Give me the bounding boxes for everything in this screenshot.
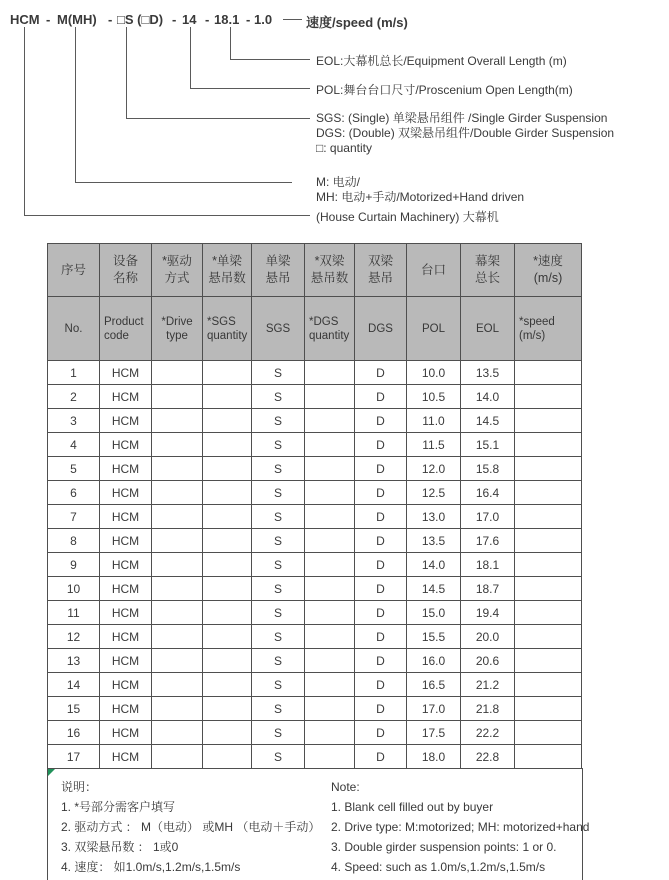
table-cell: HCM: [100, 409, 152, 433]
table-cell: 19.4: [461, 601, 515, 625]
table-cell: [203, 385, 252, 409]
table-cell: [305, 433, 355, 457]
table-header-en-row: [48, 297, 582, 361]
code-segment-hcm: HCM: [10, 12, 40, 27]
table-row: [48, 409, 582, 433]
table-cell: D: [355, 553, 407, 577]
table-cell: [152, 433, 203, 457]
connector-line: [75, 27, 76, 182]
notes-box: [47, 768, 590, 880]
table-cell: [515, 481, 582, 505]
table-cell: 17: [48, 745, 100, 769]
header-cell: Product code: [100, 297, 152, 361]
table-cell: [203, 673, 252, 697]
table-cell: [152, 697, 203, 721]
table-cell: D: [355, 385, 407, 409]
table-cell: S: [252, 553, 305, 577]
table-row: [48, 505, 582, 529]
table-cell: 18.1: [461, 553, 515, 577]
table-cell: D: [355, 409, 407, 433]
table-cell: HCM: [100, 361, 152, 385]
connector-line: [126, 27, 127, 118]
table-cell: [515, 457, 582, 481]
table-cell: [152, 409, 203, 433]
table-cell: D: [355, 505, 407, 529]
table-row: [48, 529, 582, 553]
table-row: [48, 577, 582, 601]
table-cell: [152, 601, 203, 625]
header-cell: 双梁 悬吊: [355, 244, 407, 297]
table-cell: HCM: [100, 721, 152, 745]
table-cell: [305, 673, 355, 697]
table-cell: S: [252, 625, 305, 649]
table-cell: [152, 577, 203, 601]
note-line: 说明：: [61, 780, 98, 794]
table-cell: [515, 649, 582, 673]
table-cell: [203, 721, 252, 745]
header-cell: EOL: [461, 297, 515, 361]
header-cell: *Drive type: [152, 297, 203, 361]
header-cell: 序号: [48, 244, 100, 297]
callout-eol: EOL:大幕机总长/Equipment Overall Length (m): [316, 54, 567, 68]
table-cell: [305, 649, 355, 673]
table-cell: [515, 745, 582, 769]
callout-drive-type: [316, 175, 524, 205]
table-cell: 15: [48, 697, 100, 721]
header-cell: *双梁 悬吊数: [305, 244, 355, 297]
table-cell: 16.5: [407, 673, 461, 697]
table-cell: 16.0: [407, 649, 461, 673]
table-cell: D: [355, 745, 407, 769]
code-dash: -: [205, 12, 210, 27]
table-cell: HCM: [100, 457, 152, 481]
table-cell: [152, 745, 203, 769]
connector-line: [283, 19, 302, 20]
connector-line: [190, 27, 191, 88]
code-dash: -: [172, 12, 177, 27]
table-cell: [203, 409, 252, 433]
table-cell: 12.5: [407, 481, 461, 505]
table-cell: 3: [48, 409, 100, 433]
note-line: 3. Double girder suspension points: 1 or 0.: [331, 840, 557, 854]
callout-sgs-dgs: [316, 111, 614, 156]
table-cell: HCM: [100, 745, 152, 769]
table-cell: D: [355, 577, 407, 601]
table-header-cn-row: [48, 244, 582, 297]
notes-cn: [61, 777, 320, 877]
table-cell: [203, 457, 252, 481]
table-cell: [305, 457, 355, 481]
code-segment-suspension: □S (□D): [117, 12, 164, 27]
table-cell: [305, 721, 355, 745]
header-cell: SGS: [252, 297, 305, 361]
note-line: 1. Blank cell filled out by buyer: [331, 800, 494, 814]
table-cell: [515, 721, 582, 745]
header-cell: No.: [48, 297, 100, 361]
code-segment-speed: 1.0: [254, 12, 273, 27]
table-cell: HCM: [100, 505, 152, 529]
header-cell: 单梁 悬吊: [252, 244, 305, 297]
notes-en: [331, 777, 589, 877]
table-row: [48, 385, 582, 409]
header-cell: *speed (m/s): [515, 297, 582, 361]
note-line: 4. Speed: such as 1.0m/s,1.2m/s,1.5m/s: [331, 860, 546, 874]
table-cell: 12.0: [407, 457, 461, 481]
header-cell: *单梁 悬吊数: [203, 244, 252, 297]
table-cell: HCM: [100, 601, 152, 625]
table-cell: 10.5: [407, 385, 461, 409]
table-cell: 14.0: [461, 385, 515, 409]
table-cell: D: [355, 457, 407, 481]
table-cell: D: [355, 721, 407, 745]
table-cell: [203, 697, 252, 721]
table-cell: S: [252, 673, 305, 697]
connector-line: [75, 182, 292, 183]
table-row: [48, 481, 582, 505]
table-cell: 13.5: [407, 529, 461, 553]
table-cell: [152, 649, 203, 673]
table-cell: S: [252, 649, 305, 673]
table-cell: 11.5: [407, 433, 461, 457]
table-cell: S: [252, 481, 305, 505]
table-cell: 2: [48, 385, 100, 409]
table-cell: 21.2: [461, 673, 515, 697]
table-cell: 1: [48, 361, 100, 385]
table-cell: [515, 433, 582, 457]
table-cell: 10: [48, 577, 100, 601]
table-cell: 10.0: [407, 361, 461, 385]
table-cell: 13.5: [461, 361, 515, 385]
table-cell: [152, 505, 203, 529]
table-cell: S: [252, 697, 305, 721]
table-cell: 20.6: [461, 649, 515, 673]
table-cell: D: [355, 361, 407, 385]
speed-callout-label: 速度/speed (m/s): [306, 15, 408, 30]
table-cell: 5: [48, 457, 100, 481]
table-cell: S: [252, 361, 305, 385]
table-cell: 17.0: [407, 697, 461, 721]
table-cell: S: [252, 721, 305, 745]
table-cell: HCM: [100, 385, 152, 409]
table-cell: [515, 505, 582, 529]
table-cell: HCM: [100, 577, 152, 601]
table-cell: S: [252, 409, 305, 433]
header-cell: *SGS quantity: [203, 297, 252, 361]
table-row: [48, 673, 582, 697]
table-cell: [305, 745, 355, 769]
table-cell: 21.8: [461, 697, 515, 721]
callout-pol: POL:舞台台口尺寸/Proscenium Open Length(m): [316, 83, 573, 97]
table-cell: 16: [48, 721, 100, 745]
note-line: 2. 驱动方式 ： M（电动） 或MH （电动＋手动）: [61, 820, 321, 834]
table-cell: 14: [48, 673, 100, 697]
table-cell: 13.0: [407, 505, 461, 529]
note-line: Note:: [331, 780, 360, 794]
connector-line: [230, 59, 310, 60]
table-cell: [515, 673, 582, 697]
header-cell: DGS: [355, 297, 407, 361]
table-cell: [152, 481, 203, 505]
table-cell: HCM: [100, 433, 152, 457]
table-cell: 18.0: [407, 745, 461, 769]
table-cell: [515, 625, 582, 649]
table-cell: [515, 697, 582, 721]
table-row: [48, 625, 582, 649]
code-segment-pol: 14: [182, 12, 197, 27]
table-row: [48, 433, 582, 457]
table-cell: [152, 361, 203, 385]
table-cell: S: [252, 529, 305, 553]
table-cell: [152, 673, 203, 697]
table-cell: S: [252, 457, 305, 481]
table-cell: [515, 553, 582, 577]
table-cell: [203, 577, 252, 601]
table-cell: [305, 481, 355, 505]
header-cell: *驱动 方式: [152, 244, 203, 297]
table-cell: S: [252, 745, 305, 769]
table-cell: 17.5: [407, 721, 461, 745]
table-cell: D: [355, 697, 407, 721]
table-cell: 20.0: [461, 625, 515, 649]
table-row: [48, 553, 582, 577]
table-cell: [152, 385, 203, 409]
table-cell: D: [355, 481, 407, 505]
table-cell: HCM: [100, 481, 152, 505]
header-cell: 幕架 总长: [461, 244, 515, 297]
table-cell: [203, 505, 252, 529]
table-cell: [515, 361, 582, 385]
table-cell: 4: [48, 433, 100, 457]
table-cell: 11.0: [407, 409, 461, 433]
table-cell: S: [252, 433, 305, 457]
note-line: 1. *号部分需客户填写: [61, 800, 176, 814]
table-cell: [305, 361, 355, 385]
spec-table: [47, 243, 582, 769]
table-cell: [203, 601, 252, 625]
header-cell: *DGS quantity: [305, 297, 355, 361]
table-cell: [203, 553, 252, 577]
table-cell: [152, 625, 203, 649]
table-cell: 17.0: [461, 505, 515, 529]
callout-sgs-line: SGS: (Single) 单梁悬吊组件 /Single Girder Suspension: [316, 111, 608, 125]
connector-line: [230, 27, 231, 59]
table-cell: [515, 385, 582, 409]
table-cell: 22.8: [461, 745, 515, 769]
table-cell: 15.0: [407, 601, 461, 625]
table-cell: [515, 601, 582, 625]
table-cell: [515, 409, 582, 433]
code-dash: -: [246, 12, 251, 27]
table-row: [48, 697, 582, 721]
table-cell: 11: [48, 601, 100, 625]
table-cell: HCM: [100, 673, 152, 697]
table-cell: [152, 553, 203, 577]
table-cell: D: [355, 649, 407, 673]
table-cell: 15.1: [461, 433, 515, 457]
table-cell: HCM: [100, 697, 152, 721]
table-row: [48, 457, 582, 481]
header-cell: 台口: [407, 244, 461, 297]
table-cell: HCM: [100, 529, 152, 553]
table-cell: 16.4: [461, 481, 515, 505]
table-cell: 13: [48, 649, 100, 673]
table-cell: D: [355, 673, 407, 697]
table-cell: 14.5: [461, 409, 515, 433]
table-cell: 12: [48, 625, 100, 649]
table-cell: 14.5: [407, 577, 461, 601]
table-cell: [203, 433, 252, 457]
connector-line: [126, 118, 310, 119]
table-cell: 22.2: [461, 721, 515, 745]
table-cell: [203, 649, 252, 673]
table-cell: [203, 481, 252, 505]
table-cell: [515, 529, 582, 553]
header-cell: 设备 名称: [100, 244, 152, 297]
table-cell: [305, 409, 355, 433]
table-cell: [152, 529, 203, 553]
table-row: [48, 721, 582, 745]
table-row: [48, 649, 582, 673]
table-cell: [203, 745, 252, 769]
table-cell: 6: [48, 481, 100, 505]
callout-dgs-line: DGS: (Double) 双梁悬吊组件/Double Girder Suspension: [316, 126, 615, 140]
note-line: 3. 双梁悬吊数 ： 1或0: [61, 840, 179, 854]
table-cell: [305, 553, 355, 577]
table-cell: D: [355, 625, 407, 649]
table-cell: [203, 625, 252, 649]
table-cell: S: [252, 601, 305, 625]
table-cell: HCM: [100, 649, 152, 673]
table-cell: [203, 361, 252, 385]
connector-line: [24, 215, 310, 216]
table-row: [48, 361, 582, 385]
table-cell: [152, 721, 203, 745]
table-row: [48, 745, 582, 769]
table-cell: [305, 385, 355, 409]
code-segment-drive: M(MH): [57, 12, 97, 27]
table-cell: 8: [48, 529, 100, 553]
table-cell: 15.5: [407, 625, 461, 649]
header-cell: POL: [407, 297, 461, 361]
connector-line: [190, 88, 310, 89]
table-cell: 15.8: [461, 457, 515, 481]
note-line: 2. Drive type: M:motorized; MH: motorized+hand: [331, 820, 590, 834]
table-cell: [305, 577, 355, 601]
table-cell: 17.6: [461, 529, 515, 553]
table-cell: D: [355, 601, 407, 625]
table-cell: [515, 577, 582, 601]
table-cell: 9: [48, 553, 100, 577]
table-cell: D: [355, 529, 407, 553]
table-cell: [305, 625, 355, 649]
callout-motorized-line: M: 电动/: [316, 175, 360, 189]
table-cell: 18.7: [461, 577, 515, 601]
table-cell: S: [252, 505, 305, 529]
header-cell: *速度 (m/s): [515, 244, 582, 297]
table-cell: 14.0: [407, 553, 461, 577]
connector-line: [24, 27, 25, 215]
table-cell: S: [252, 385, 305, 409]
table-cell: [305, 505, 355, 529]
table-cell: [305, 697, 355, 721]
table-cell: S: [252, 577, 305, 601]
note-line: 4. 速度： 如1.0m/s,1.2m/s,1.5m/s: [61, 860, 241, 874]
table-cell: D: [355, 433, 407, 457]
callout-motorized-hand-line: MH: 电动+手动/Motorized+Hand driven: [316, 190, 525, 204]
table-cell: 7: [48, 505, 100, 529]
code-dash: -: [108, 12, 113, 27]
table-cell: [203, 529, 252, 553]
table-cell: [152, 457, 203, 481]
table-row: [48, 601, 582, 625]
callout-house-curtain: (House Curtain Machinery) 大幕机: [316, 210, 499, 224]
table-cell: [305, 601, 355, 625]
code-dash: -: [46, 12, 51, 27]
table-cell: HCM: [100, 553, 152, 577]
product-code-diagram: [0, 0, 669, 243]
table-cell: HCM: [100, 625, 152, 649]
table-cell: [305, 529, 355, 553]
callout-quantity-line: □: quantity: [316, 141, 372, 155]
code-segment-eol: 18.1: [214, 12, 240, 27]
